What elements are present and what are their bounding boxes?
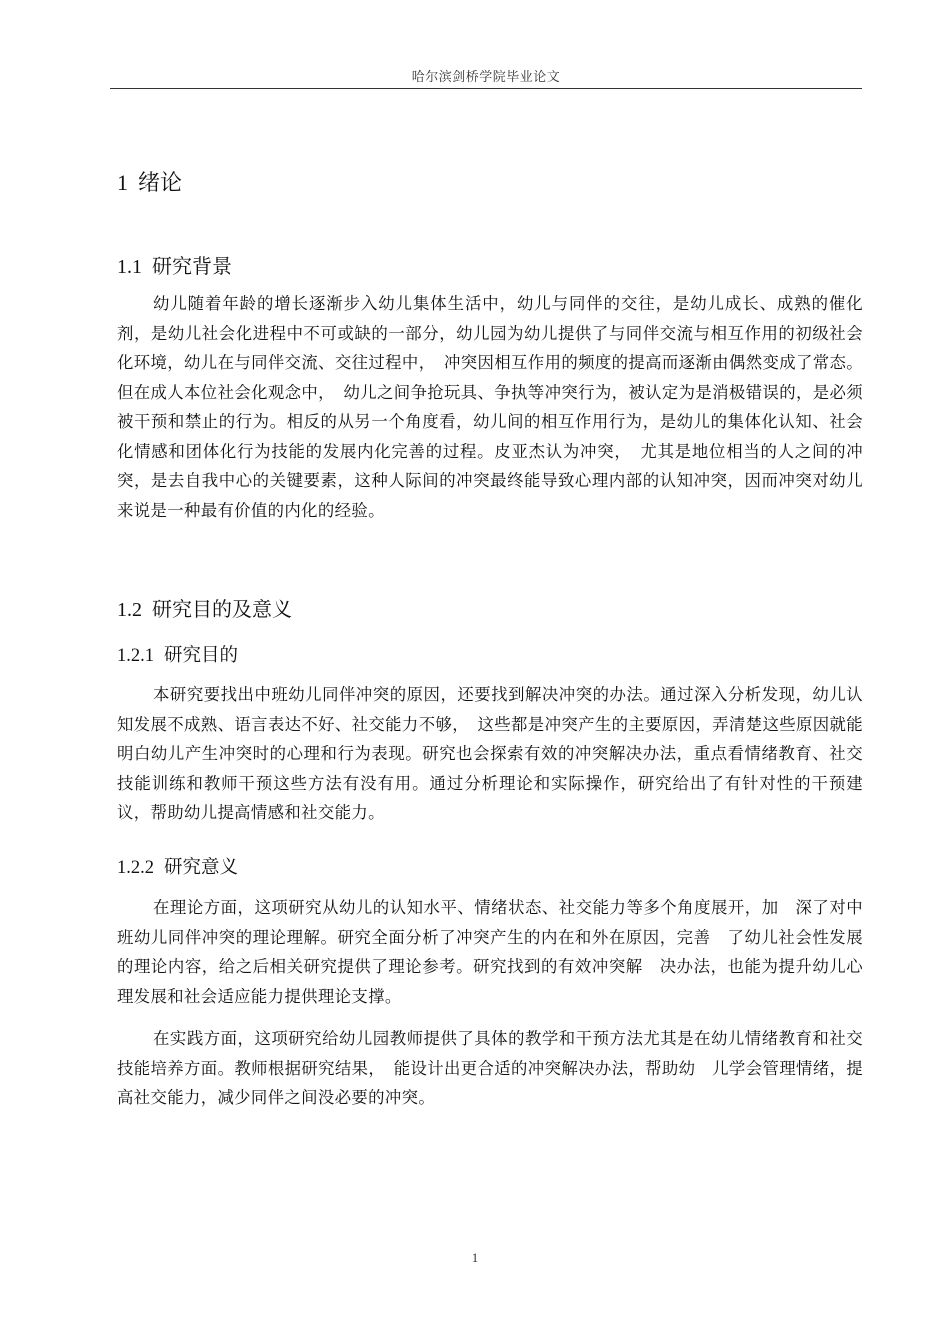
section-heading-purpose-significance <box>117 593 292 622</box>
subsection-number: 1.2.1 <box>117 646 154 666</box>
subsection-heading-purpose <box>117 641 238 667</box>
paragraph-purpose: 本研究要找出中班幼儿同伴冲突的原因，还要找到解决冲突的办法。通过深入分析发现，幼儿认知发展不成熟、语言表达不好、社交能力不够， 这些都是冲突产生的主要原因，弄清楚这些原因就能明白幼儿产生冲突时的心理和行为表现。研究也会探索有效的冲突解决办法，重点看情绪教育、社交技能训练和教师干预这些方法有没有用。通过分析理论和实际操作，研究给出了有针对性的干预建议，帮助幼儿提高情感和社交能力。 <box>117 685 863 822</box>
subsection-title: 研究意义 <box>164 857 239 878</box>
section-title: 研究目的及意义 <box>152 597 292 621</box>
chapter-title: 绪论 <box>138 171 183 196</box>
section-heading-background <box>117 250 232 279</box>
chapter-number: 1 <box>117 170 128 195</box>
chapter-heading <box>117 166 182 197</box>
section-title: 研究背景 <box>152 254 232 278</box>
paragraph-background: 幼儿随着年龄的增长逐渐步入幼儿集体生活中，幼儿与同伴的交往，是幼儿成长、成熟的催化剂，是幼儿社会化进程中不可或缺的一部分，幼儿园为幼儿提供了与同伴交流与相互作用的初级社会化环境，幼儿在与同伴交流、交往过程中， 冲突因相互作用的频度的提高而逐渐由偶然变成了常态。但在成人本位社会化观念中， 幼儿之间争抢玩具、争执等冲突行为，被认定为是消极错误的，是必须被干预和禁止的行为。相反的从另一个角度看，幼儿间的相互作用行为，是幼儿的集体化认知、社会化情感和团体化行为技能的发展内化完善的过程。皮亚杰认为冲突， 尤其是地位相当的人之间的冲突，是去自我中心的关键要素，这种人际间的冲突最终能导致心理内部的认知冲突，因而冲突对幼儿来说是一种最有价值的内化的经验。 <box>117 294 863 520</box>
header-divider <box>110 88 862 89</box>
page-number: 1 <box>471 1250 479 1265</box>
paragraph-significance-practice: 在实践方面，这项研究给幼儿园教师提供了具体的教学和干预方法尤其是在幼儿情绪教育和社交技能培养方面。教师根据研究结果， 能设计出更合适的冲突解决办法，帮助幼 儿学会管理情绪，提高社交能力，减少同伴之间没必要的冲突。 <box>117 1029 863 1107</box>
section-number: 1.1 <box>117 256 142 278</box>
subsection-number: 1.2.2 <box>117 858 154 878</box>
paragraph-significance-theory: 在理论方面，这项研究从幼儿的认知水平、情绪状态、社交能力等多个角度展开，加 深了对中班幼儿同伴冲突的理论理解。研究全面分析了冲突产生的内在和外在原因，完善 了幼儿社会性发展的理论内容，给之后相关研究提供了理论参考。研究找到的有效冲突解 决办法，也能为提升幼儿心理发展和社会适应能力提供理论支撑。 <box>117 898 863 1006</box>
running-header: 哈尔滨剑桥学院毕业论文 <box>411 70 561 85</box>
subsection-title: 研究目的 <box>164 645 239 666</box>
subsection-heading-significance <box>117 853 238 879</box>
section-number: 1.2 <box>117 599 142 621</box>
